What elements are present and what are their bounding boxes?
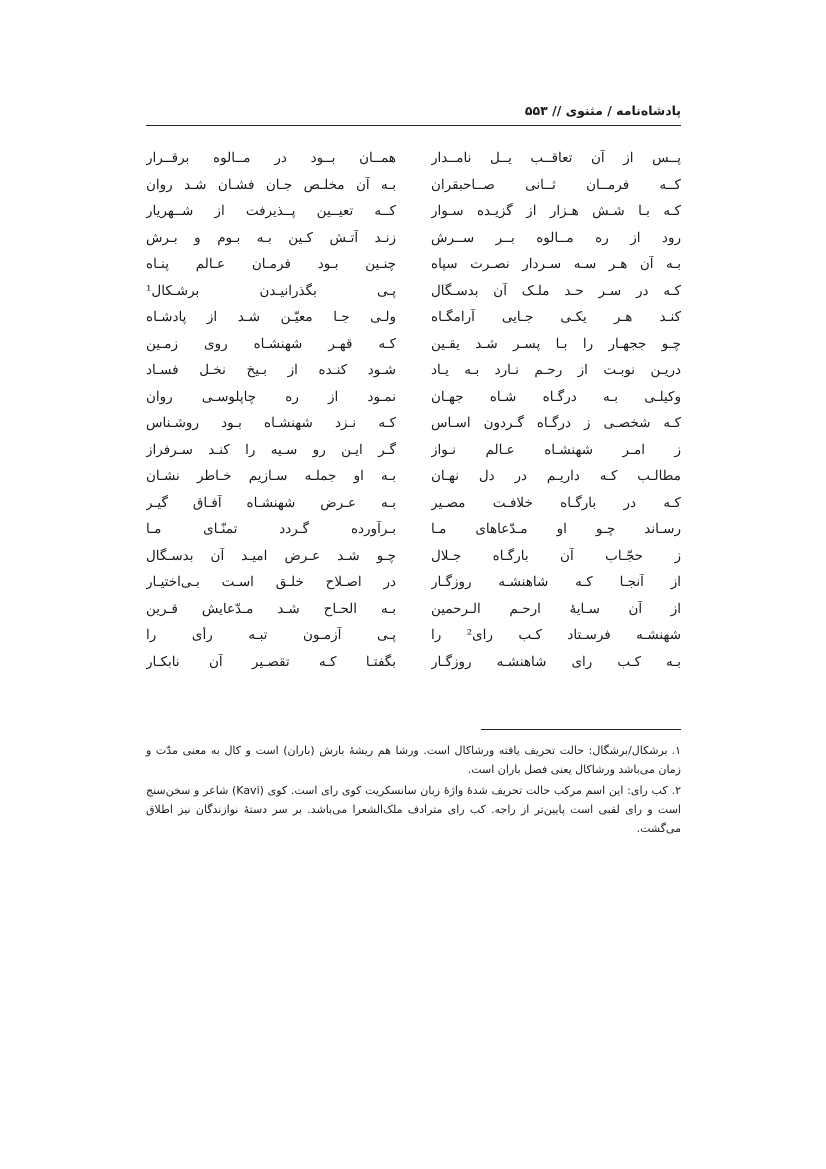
couplet <box>146 145 681 172</box>
hemistich-left: شـود کنـده از بـیخ نخـل فسـاد <box>146 362 396 379</box>
hemistich-left: ولـی جـا معیّـن شـد از پادشـاه <box>146 309 396 326</box>
footnote <box>146 741 681 779</box>
running-header <box>146 101 681 126</box>
hemistich-right: کـه بـا شـش هـزار از گزیـده سـوار <box>431 203 681 220</box>
couplet <box>146 649 681 676</box>
couplet <box>146 172 681 199</box>
hemistich-left: پـی آزمـون تبـه رأی را <box>146 627 396 644</box>
hemistich-left: بـه الحـاح شـد مـدّعایش قـرین <box>146 600 396 617</box>
hemistich-left: بـه او جملـه سـازیم خـاطر نشـان <box>146 468 396 485</box>
couplet <box>146 622 681 649</box>
hemistich-left: چنـین بـود فرمـان عـالم پنـاه <box>146 256 396 273</box>
hemistich-right: بـه کـب رای شاهنشـه روزگـار <box>431 653 681 670</box>
hemistich-left: نمـود از ره چاپلوسـی روان <box>146 388 396 405</box>
hemistich-left: گـر ایـن رو سـیه را کنـد سـرفراز <box>146 441 396 458</box>
hemistich-left: پـی بگذرانیـدن برشـکال¹ <box>146 282 396 299</box>
hemistich-left: کــه تعیــین پــذیرفت از شــهریار <box>146 203 396 220</box>
hemistich-right: کـه در بارگـاه خلافـت مصـیر <box>431 494 681 511</box>
header-title: پادشاه‌نامه / مثنوی // ۵۵۳ <box>524 103 681 118</box>
hemistich-right: وکیلـی بـه درگـاه شـاه جهـان <box>431 388 681 405</box>
footnote-text: کب رای: این اسم مرکب حالت تحریف شدهٔ واژهٔ زبان سانسکریت کوی رای است. کوی (Kavi) شاعر و سخن‌سنج است و رای لقبی است پایین‌تر از راجه. کب رای مترادف ملک‌الشعرا می‌باشد. بر سر دستهٔ نوازندگان نیز اطلاق می‌گشت. <box>146 784 681 835</box>
couplet <box>146 569 681 596</box>
hemistich-right: کـه در سـر حـد ملـک آن بدسـگال <box>431 282 681 299</box>
hemistich-left: همــان بــود در مــالوه برقــرار <box>146 150 396 167</box>
hemistich-left: بـرآورده گـردد تمنّـای مـا <box>146 521 396 538</box>
couplet <box>146 198 681 225</box>
couplet <box>146 543 681 570</box>
hemistich-left: بگفتـا کـه تقصـیر آن نابکـار <box>146 653 396 670</box>
footnote-divider <box>481 729 681 730</box>
hemistich-right: از آنجـا کـه شاهنشـه روزگـار <box>431 574 681 591</box>
couplet <box>146 278 681 305</box>
hemistich-right: شهنشـه فرسـتاد کـب رای² را <box>431 627 681 644</box>
hemistich-left: بـه آن مخلـص جـان فشـان شـد روان <box>146 176 396 193</box>
couplet <box>146 251 681 278</box>
hemistich-left: کـه نـزد شهنشـاه بـود روشـناس <box>146 415 396 432</box>
hemistich-left: چـو شـد عـرض امیـد آن بدسـگال <box>146 547 396 564</box>
couplet <box>146 357 681 384</box>
hemistich-right: چـو ججهـار را بـا پسـر شـد یقـین <box>431 335 681 352</box>
hemistich-right: از آن سـایهٔ ارحـم الـرحمین <box>431 600 681 617</box>
couplet <box>146 331 681 358</box>
hemistich-left: در اصـلاح خلـق اسـت بـی‌اختیـار <box>146 574 396 591</box>
hemistich-right: دریـن نوبـت از رحـم نـارد بـه یـاد <box>431 362 681 379</box>
couplet <box>146 410 681 437</box>
hemistich-right: کنـد هـر یکـی جـایی آرامگـاه <box>431 309 681 326</box>
footnote-number: ۲. <box>671 784 681 797</box>
hemistich-left: زنـد آتـش کـین بـه بـوم و بـرش <box>146 229 396 246</box>
hemistich-right: کـه شخصـی ز درگـاه گـردون اسـاس <box>431 415 681 432</box>
couplet <box>146 490 681 517</box>
hemistich-right: بـه آن هـر سـه سـردار نصـرت سپاه <box>431 256 681 273</box>
hemistich-right: ز حجّـاب آن بارگـاه جـلال <box>431 547 681 564</box>
hemistich-right: رود از ره مــالوه بــر ســرش <box>431 229 681 246</box>
hemistich-right: پــس از آن تعاقــب یــل نامــدار <box>431 150 681 167</box>
footnote-number: ۱. <box>671 744 681 757</box>
hemistich-right: کــه فرمــان ثــانی صــاحبقران <box>431 176 681 193</box>
poem-body <box>146 145 681 675</box>
hemistich-right: ز امـر شهنشـاه عـالم نـواز <box>431 441 681 458</box>
couplet <box>146 596 681 623</box>
hemistich-left: کـه قهـر شهنشـاه روی زمـین <box>146 335 396 352</box>
couplet <box>146 463 681 490</box>
couplet <box>146 437 681 464</box>
hemistich-left: بـه عـرض شهنشـاه آفـاق گیـر <box>146 494 396 511</box>
footnote <box>146 781 681 838</box>
couplet <box>146 304 681 331</box>
couplet <box>146 384 681 411</box>
hemistich-right: رسـاند چـو او مـدّعاهای مـا <box>431 521 681 538</box>
couplet <box>146 516 681 543</box>
hemistich-right: مطالـب کـه داریـم در دل نهـان <box>431 468 681 485</box>
couplet <box>146 225 681 252</box>
footnotes <box>146 741 681 840</box>
footnote-text: برشکال/برشگال: حالت تحریف یافته ورشاکال است. ورشا هم ریشهٔ بارش (باران) است و کال به معنی مدّت و زمان می‌باشد ورشاکال یعنی فصل باران است. <box>146 744 681 776</box>
